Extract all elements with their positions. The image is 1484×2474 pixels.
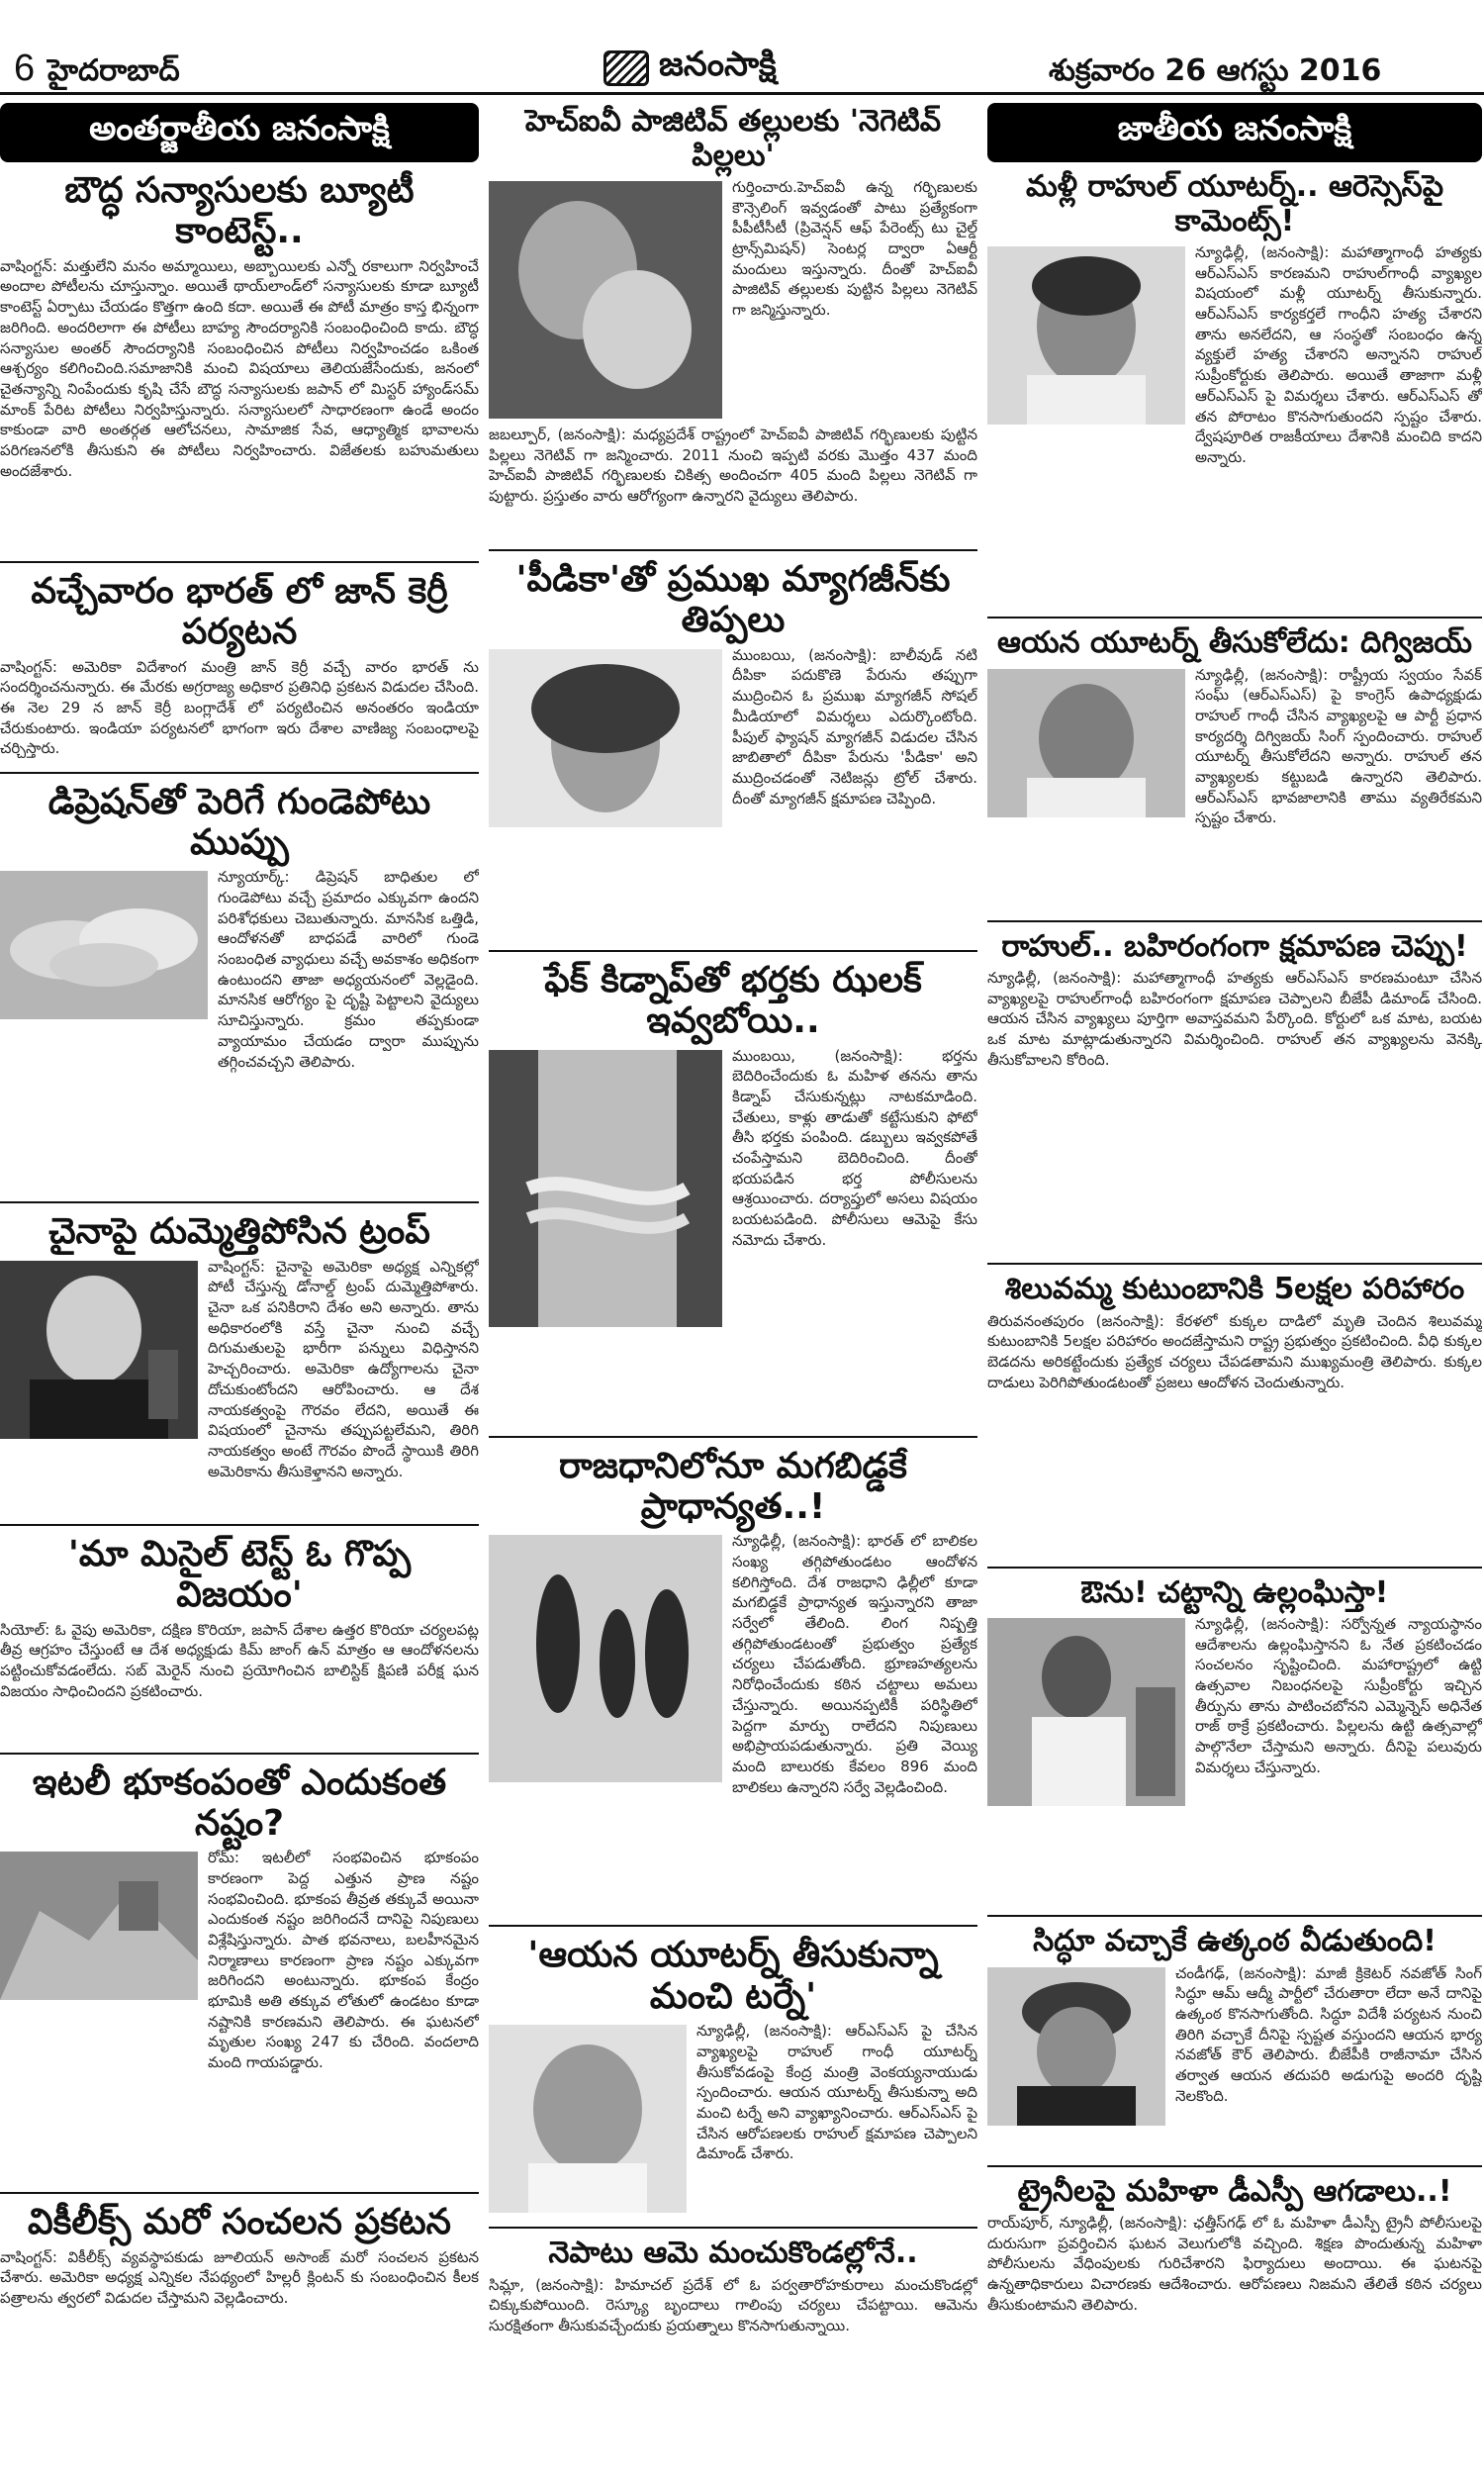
paper-logo xyxy=(603,46,881,91)
article-wikileaks: వాషింగ్టన్: వికీలీక్స్ వ్యవస్థాపకుడు జూలియన్ అసాంజ్ మరో సంచలన ప్రకటన చేశారు. అమెరికా అధ్యక్ష ఎన్నికల నేపథ్యంలో హిల్లరీ క్లింటన్ కు సంబంధించిన కీలక పత్రాలను త్వరలో విడుదల చేస్తామని వెల్లడించారు. xyxy=(0,2247,479,2308)
article-kerry-visit: వాషింగ్టన్: అమెరికా విదేశాంగ మంత్రి జాన్ కెర్రీ వచ్చే వారం భారత్ ను సందర్శించనున్నారు. ఈ మేరకు అగ్రరాజ్య అధికార ప్రతినిధి ప్రకటన విడుదల చేసింది. ఈ నెల 29 న జాన్ కెర్రీ బంగ్లాదేశ్ లో పర్యటించిన అనంతరం ఇండియా చేరుకుంటారు. ఇండియా పర్యటనలో భాగంగా ఇరు దేశాల వాణిజ్య సంబంధాలపై చర్చిస్తారు. xyxy=(0,657,479,758)
headline-missile-test: 'మా మిసైల్ టెస్ట్ ఓ గొప్ప విజయం' xyxy=(67,1533,412,1616)
article-trump-china: వాషింగ్టన్: చైనాపై అమెరికా అధ్యక్ష ఎన్నికల్లో పోటీ చేస్తున్న డోనాల్డ్ ట్రంప్ దుమ్మెత్తిపోశారు. చైనా ఒక పనికిరాని దేశం అని అన్నారు. తాను అధికారంలోకి వస్తే చైనా నుంచి వచ్చే దిగుమతులపై భారీగా పన్నులు విధిస్తానని హెచ్చరించారు. అమెరికా ఉద్యోగాలను చైనా దోచుకుంటోందని ఆరోపించారు. ఆ దేశ నాయకత్వంపై గౌరవం లేదని, అయితే ఈ విషయంలో చైనాను తప్పుపట్టలేమని, తిరిగి నాయకత్వం అంటే గౌరవం పొందే స్థాయికి తిరిగి అమెరికాను తీసుకెళ్తానని అన్నారు. xyxy=(208,1257,479,1480)
column-international xyxy=(0,103,479,2468)
headline-peedika: 'పీడికా'తో ప్రముఖ మ్యాగజీన్‌కు తిప్పలు xyxy=(515,559,951,641)
headline-fake-kidnap: ఫేక్ కిడ్నాప్‌తో భర్తకు ఝలక్ ఇవ్వబోయి.. xyxy=(544,959,922,1042)
article-fake-kidnap: ముంబయి, (జనంసాక్షి): భర్తను బెదిరించేందుకు ఓ మహిళ తనను తాను కిడ్నాప్ చేసుకున్నట్లు నాటకమాడింది. చేతులు, కాళ్లు తాడుతో కట్టేసుకుని ఫోటో తీసి భర్తకు పంపింది. డబ్బులు ఇవ్వకపోతే చంపేస్తామని బెదిరించింది. దీంతో భయపడిన భర్త పోలీసులను ఆశ్రయించారు. దర్యాప్తులో అసలు విషయం బయటపడింది. పోలీసులు ఆమెపై కేసు నమోదు చేశారు. xyxy=(732,1046,977,1249)
paper-name: జనంసాక్షి xyxy=(659,45,777,84)
article-sidhu: చండీగఢ్, (జనంసాక్షి): మాజీ క్రికెటర్ నవజోత్ సింగ్ సిద్ధూ ఆమ్ ఆద్మీ పార్టీలో చేరుతారా లేదా అనే దానిపై ఉత్కంఠ కొనసాగుతోంది. సిద్ధూ విదేశీ పర్యటన నుంచి తిరిగి వచ్చాకే దీనిపై స్పష్టత వస్తుందని ఆయన భార్య నవజోత్ కౌర్ తెలిపారు. బీజేపీకి రాజీనామా చేసిన తర్వాత ఆయన తదుపరి అడుగుపై అందరి దృష్టి నెలకొంది. xyxy=(1175,1963,1482,2105)
photo-earthquake xyxy=(0,1852,198,2000)
issue-date: శుక్రవారం 26 ఆగస్టు 2016 xyxy=(1049,53,1382,88)
article-italy-quake: రోమ్: ఇటలీలో సంభవించిన భూకంపం కారణంగా పెద్ద ఎత్తున ప్రాణ నష్టం సంభవించింది. భూకంప తీవ్రత తక్కువే అయినా ఎందుకంత నష్టం జరిగిందనే దానిపై నిపుణులు విశ్లేషిస్తున్నారు. పాత భవనాలు, బలహీనమైన నిర్మాణాలు కారణంగా ప్రాణ నష్టం ఎక్కువగా జరిగిందని అంటున్నారు. భూకంప కేంద్రం భూమికి అతి తక్కువ లోతులో ఉండటం కూడా నష్టానికి కారణమని తెలిపారు. ఈ ఘటనలో మృతుల సంఖ్య 247 కు చేరింది. వందలాది మంది గాయపడ్డారు. xyxy=(208,1849,479,2072)
article-hiv-intro: గుర్తించారు.హెచ్ఐవీ ఉన్న గర్భిణులకు కౌన్సెలింగ్ ఇవ్వడంతో పాటు ప్రత్యేకంగా పీపీటీసీటీ (ప్రివెన్షన్ ఆఫ్ పేరెంట్స్ టు చైల్డ్ ట్రాన్స్‌మిషన్) సెంటర్ల ద్వారా ఏఆర్టీ మందులు ఇస్తున్నారు. దీంతో హెచ్ఐవీ పాజిటివ్ తల్లులకు పుట్టిన పిల్లలు నెగెటివ్ గా జన్మిస్తున్నారు. xyxy=(732,178,977,320)
photo-deepika xyxy=(489,649,722,827)
photo-venkaiah xyxy=(489,2025,687,2213)
article-monk-contest: వాషింగ్టన్: మత్తులేని మనం అమ్మాయిలు, అబ్బాయిలకు ఎన్నో రకాలుగా నిర్వహించే అందాల పోటీలను చూస్తున్నాం. అయితే థాయ్‌లాండ్‌లో సన్యాసులకు కూడా బ్యూటీ కాంటెస్ట్ ఏర్పాటు చేయడం కొత్తగా ఉంది కదా. అయితే ఈ పోటీ మాత్రం కాస్త భిన్నంగా జరిగింది. అందరిలాగా ఈ పోటీలు బాహ్య సౌందర్యానికి సంబంధించింది కాదు. బౌద్ధ సన్యాసుల అంతర్ సౌందర్యానికి సంబంధించిన పోటీలు నిర్వహించడం ఒకింత ఆశ్చర్యం కలిగించింది.సమాజానికి మంచి విషయాలు తెలియజేసేందుకు, జనంలో చైతన్యాన్ని నింపేందుకు కృషి చేసే బౌద్ధ సన్యాసులకు జపాన్ లో మిస్టర్ హ్యాండ్‌సమ్ మాంక్ పేరిట పోటీలు నిర్వహిస్తున్నారు. సన్యాసులలో సాధారణంగా ఉండే అందం కాకుండా వారి అంతర్గత ఆలోచనలు, సామాజిక సేవ, ఆధ్యాత్మిక భావాలను పరిగణనలోకి తీసుకుని ఈ పోటీలు నిర్వహించారు. విజేతలకు బహుమతులు అందజేశారు. xyxy=(0,256,479,480)
headline-wikileaks: వికీలీక్స్ మరో సంచలన ప్రకటన xyxy=(28,2202,451,2243)
headline-violate-law: ఔను! చట్టాన్ని ఉల్లంఘిస్తా! xyxy=(1080,1574,1389,1610)
photo-shadows xyxy=(489,1535,722,1782)
column-center xyxy=(489,103,977,2468)
article-peedika: ముంబయి, (జనంసాక్షి): బాలీవుడ్ నటి దీపికా పదుకొణె పేరును తప్పుగా ముద్రించిన ఓ ప్రముఖ మ్యాగజీన్ సోషల్ మీడియాలో విమర్శలు ఎదుర్కొంటోంది. పీపుల్ ఫ్యాషన్ మ్యాగజీన్ విడుదల చేసిన జాబితాలో దీపికా పేరును 'పీడికా' అని ముద్రించడంతో నెటిజన్లు ట్రోల్ చేశారు. దీంతో మ్యాగజీన్ క్షమాపణ చెప్పింది. xyxy=(732,645,977,808)
headline-rahul-uturn: మళ్లీ రాహుల్ యూటర్న్.. ఆరెస్సెస్‌పై కామెంట్స్! xyxy=(1025,169,1444,238)
photo-tied-hands xyxy=(489,1050,722,1327)
headline-kerry-visit: వచ్చేవారం భారత్ లో జాన్ కెర్రీ పర్యటన xyxy=(31,570,448,653)
headline-trainee-dsp: ట్రైనీలపై మహిళా డీఎస్పీ ఆగడాలు..! xyxy=(1017,2173,1452,2209)
article-hiv-body: జబల్పూర్, (జనంసాక్షి): మధ్యప్రదేశ్ రాష్ట్రంలో హెచ్ఐవీ పాజిటివ్ గర్భిణులకు పుట్టిన పిల్లలు నెగెటివ్ గా జన్మించారు. 2011 నుంచి ఇప్పటి వరకు మొత్తం 437 మంది హెచ్ఐవీ పాజిటివ్ గర్భిణులకు చికిత్స అందించగా 405 మంది పిల్లలు నెగెటివ్ గా పుట్టారు. ప్రస్తుతం వారు ఆరోగ్యంగా ఉన్నారని వైద్యులు తెలిపారు. xyxy=(489,426,977,506)
photo-digvijay xyxy=(987,669,1185,817)
article-venkaiah: న్యూఢిల్లీ, (జనంసాక్షి): ఆర్ఎస్ఎస్ పై చేసిన వ్యాఖ్యలపై రాహుల్ గాంధీ యూటర్న్ తీసుకోవడంపై కేంద్ర మంత్రి వెంకయ్యనాయుడు స్పందించారు. ఆయన యూటర్న్ తీసుకున్నా అది మంచి టర్నే అని వ్యాఖ్యానించారు. ఆర్ఎస్ఎస్ పై చేసిన ఆరోపణలకు రాహుల్ క్షమాపణ చెప్పాలని డిమాండ్ చేశారు. xyxy=(696,2022,977,2163)
page-number: 6 xyxy=(14,48,36,89)
headline-hiv-mothers: హెచ్ఐవీ పాజిటివ్ తల్లులకు 'నెగెటివ్ పిల్లలు' xyxy=(524,104,942,173)
headline-trump-china: చైనాపై దుమ్మెత్తిపోసిన ట్రంప్ xyxy=(48,1211,430,1253)
headline-digvijay: ఆయన యూటర్న్ తీసుకోలేదు: దిగ్విజయ్ xyxy=(997,625,1472,660)
masthead xyxy=(0,0,1484,95)
article-compensation: తిరువనంతపురం (జనంసాక్షి): కేరళలో కుక్కల దాడిలో మృతి చెందిన శిలువమ్మ కుటుంబానికి 5లక్షల పరిహారం అందజేస్తామని రాష్ట్ర ప్రభుత్వం ప్రకటించింది. వీధి కుక్కల బెడదను అరికట్టేందుకు ప్రత్యేక చర్యలు చేపడతామని ముఖ్యమంత్రి తెలిపారు. కుక్కల దాడులు పెరిగిపోతుండటంతో ప్రజలు ఆందోళన చెందుతున్నారు. xyxy=(987,1311,1482,1391)
article-digvijay: న్యూఢిల్లీ, (జనంసాక్షి): రాష్ట్రీయ స్వయం సేవక్ సంఘ్ (ఆర్ఎస్ఎస్) పై కాంగ్రెస్ ఉపాధ్యక్షుడు రాహుల్ గాంధీ చేసిన వ్యాఖ్యలపై ఆ పార్టీ ప్రధాన కార్యదర్శి దిగ్విజయ్ సింగ్ స్పందించారు. రాహుల్ యూటర్న్ తీసుకోలేదని అన్నారు. రాహుల్ తన వ్యాఖ్యలకు కట్టుబడి ఉన్నారని తెలిపారు. ఆర్ఎస్ఎస్ భావజాలానికి తాము వ్యతిరేకమని స్పష్టం చేశారు. xyxy=(1195,665,1482,827)
section-banner-international: అంతర్జాతీయ జనంసాక్షి xyxy=(0,103,479,162)
article-violate-law: న్యూఢిల్లీ, (జనంసాక్షి): సర్వోన్నత న్యాయస్థానం ఆదేశాలను ఉల్లంఘిస్తానని ఓ నేత ప్రకటించడం సంచలనం సృష్టించింది. మహారాష్ట్రలో ఉట్టి ఉత్సవాల నిబంధనలపై సుప్రీంకోర్టు ఇచ్చిన తీర్పును తాను పాటించబోనని ఎమ్మెన్నెస్ అధినేత రాజ్ ఠాక్రే ప్రకటించారు. పిల్లలను ఉట్టి ఉత్సవాల్లో పాల్గొనేలా చేస్తామని అన్నారు. దీనిపై పలువురు విమర్శలు చేస్తున్నారు. xyxy=(1195,1615,1482,1776)
headline-venkaiah: 'ఆయన యూటర్న్ తీసుకున్నా మంచి టర్నే' xyxy=(527,1935,939,2017)
photo-hands xyxy=(0,871,208,1019)
article-depression: న్యూయార్క్: డిప్రెషన్ బాధితుల లో గుండెపోటు వచ్చే ప్రమాదం ఎక్కువగా ఉందని పరిశోధకులు చెబుతున్నారు. మానసిక ఒత్తిడి, ఆందోళనతో బాధపడే వారిలో గుండె సంబంధిత వ్యాధులు వచ్చే అవకాశం అధికంగా ఉంటుందని తాజా అధ్యయనంలో వెల్లడైంది. మానసిక ఆరోగ్యం పై దృష్టి పెట్టాలని వైద్యులు సూచిస్తున్నారు. క్రమం తప్పకుండా వ్యాయామం చేయడం ద్వారా ముప్పును తగ్గించవచ్చని తెలిపారు. xyxy=(218,868,479,1071)
photo-trump xyxy=(0,1261,198,1439)
headline-rahul-apology: రాహుల్.. బహిరంగంగా క్షమాపణ చెప్పు! xyxy=(1001,928,1468,964)
headline-snow: నెపాటు ఆమె మంచుకొండల్లోనే.. xyxy=(548,2236,918,2271)
headline-compensation: శిలువమ్మ కుటుంబానికి 5లక్షల పరిహారం xyxy=(1004,1272,1465,1306)
article-missile-test: సియోల్: ఓ వైపు అమెరికా, దక్షిణ కొరియా, జపాన్ దేశాల ఉత్తర కొరియా చర్యలపట్ల తీవ్ర ఆగ్రహం చేస్తుంటే ఆ దేశ అధ్యక్షుడు కిమ్ జాంగ్ ఉన్ మాత్రం ఆ ఆందోళనలను పట్టించుకోవడంలేదు. సబ్ మెరైన్ నుంచి ప్రయోగించిన బాలిస్టిక్ క్షిపణి పరీక్ష ఘన విజయం సాధించిందని ప్రకటించారు. xyxy=(0,1620,479,1700)
article-capital-son: న్యూఢిల్లీ, (జనంసాక్షి): భారత్ లో బాలికల సంఖ్య తగ్గిపోతుండటం ఆందోళన కలిగిస్తోంది. దేశ రాజధాని ఢిల్లీలో కూడా మగబిడ్డకే ప్రాధాన్యత ఇస్తున్నారని తాజా సర్వేలో తేలింది. లింగ నిష్పత్తి తగ్గిపోతుండటంతో ప్రభుత్వం ప్రత్యేక చర్యలు చేపడుతోంది. భ్రూణహత్యలను నిరోధించేందుకు కఠిన చట్టాలు అమలు చేస్తున్నారు. అయినప్పటికీ పరిస్థితిలో పెద్దగా మార్పు రాలేదని నిపుణులు అభిప్రాయపడుతున్నారు. ప్రతి వెయ్యి మంది బాలురకు కేవలం 896 మంది బాలికలు ఉన్నారని సర్వే వెల్లడించింది. xyxy=(732,1532,977,1796)
photo-sidhu xyxy=(987,1967,1165,2126)
photo-rahul xyxy=(987,246,1185,425)
photo-mother-child xyxy=(489,181,722,419)
city-name: హైదరాబాద్ xyxy=(47,53,180,88)
headline-depression: డిప్రెషన్‌తో పెరిగే గుండెపోటు ముప్పు xyxy=(47,781,431,863)
article-trainee-dsp: రాయ్‌పూర్, న్యూఢిల్లీ, (జనంసాక్షి): ఛత్తీస్‌గఢ్ లో ఓ మహిళా డీఎస్పీ ట్రైనీ పోలీసులపై దురుసుగా ప్రవర్తించిన ఘటన వెలుగులోకి వచ్చింది. శిక్షణ పొందుతున్న మహిళా పోలీసులను వేధింపులకు గురిచేశారని ఫిర్యాదులు అందాయి. ఈ ఘటనపై ఉన్నతాధికారులు విచారణకు ఆదేశించారు. ఆరోపణలు నిజమని తేలితే కఠిన చర్యలు తీసుకుంటామని తెలిపారు. xyxy=(987,2214,1482,2314)
section-banner-national: జాతీయ జనంసాక్షి xyxy=(987,103,1482,162)
headline-italy-quake: ఇటలీ భూకంపంతో ఎందుకంత నష్టం? xyxy=(32,1761,447,1844)
photo-raj-thackeray xyxy=(987,1618,1185,1806)
column-national xyxy=(987,103,1482,2468)
headline-sidhu: సిద్ధూ వచ్చాకే ఉత్కంఠ వీడుతుంది! xyxy=(1033,1924,1437,1958)
headline-monk-contest: బౌద్ధ సన్యాసులకు బ్యూటీ కాంటెస్ట్.. xyxy=(64,170,415,252)
article-rahul-apology: న్యూఢిల్లీ, (జనంసాక్షి): మహాత్మాగాంధీ హత్యకు ఆర్ఎస్ఎస్ కారణమంటూ చేసిన వ్యాఖ్యలపై రాహుల్‌గాంధీ బహిరంగంగా క్షమాపణ చెప్పాలని బీజేపీ డిమాండ్ చేసింది. ఆయన చేసిన వ్యాఖ్యలు పూర్తిగా అవాస్తవమని పేర్కొంది. కోర్టులో ఒక మాట, బయట ఒక మాట మాట్లాడుతున్నారని విమర్శించింది. రాహుల్ తన వ్యాఖ్యలను వెనక్కి తీసుకోవాలని కోరింది. xyxy=(987,969,1482,1069)
article-snow: సిమ్లా, (జనంసాక్షి): హిమాచల్ ప్రదేశ్ లో ఓ పర్వతారోహకురాలు మంచుకొండల్లో చిక్కుకుపోయింది. రెస్క్యూ బృందాలు గాలింపు చర్యలు చేపట్టాయి. ఆమెను సురక్షితంగా తీసుకువచ్చేందుకు ప్రయత్నాలు కొనసాగుతున్నాయి. xyxy=(489,2275,977,2334)
logo-icon xyxy=(603,50,649,86)
article-rahul-uturn: న్యూఢిల్లీ, (జనంసాక్షి): మహాత్మాగాంధీ హత్యకు ఆర్ఎస్ఎస్ కారణమని రాహుల్‌గాంధీ వ్యాఖ్యల విషయంలో మళ్లీ యూటర్న్ తీసుకున్నారు. ఆర్ఎస్ఎస్ కార్యకర్తలే గాంధీని హత్య చేశారని తాను అనలేదని, ఆ సంస్థతో సంబంధం ఉన్న వ్యక్తులే హత్య చేశారని అన్నానని రాహుల్ సుప్రీంకోర్టుకు తెలిపారు. అయితే తాజాగా మళ్లీ ఆర్ఎస్ఎస్ పై విమర్శలు చేశారు. ఆర్ఎస్ఎస్ తో తన పోరాటం కొనసాగుతుందని స్పష్టం చేశారు. ద్వేషపూరిత రాజకీయాలు దేశానికి మంచిది కాదని అన్నారు. xyxy=(1195,243,1482,466)
headline-capital-son: రాజధానిలోనూ మగబిడ్డకే ప్రాధాన్యత..! xyxy=(559,1445,907,1527)
